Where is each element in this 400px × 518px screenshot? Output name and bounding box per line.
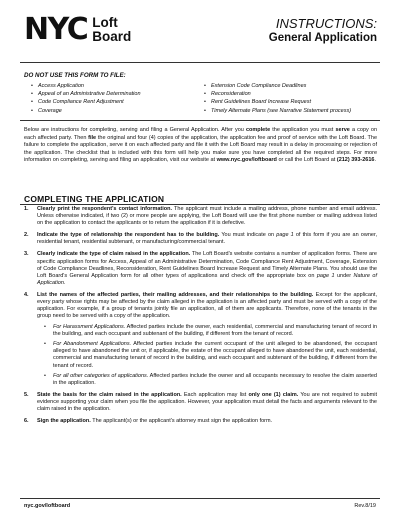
section-heading: COMPLETING THE APPLICATION	[24, 194, 165, 204]
step-5	[24, 392, 377, 413]
document-title	[269, 16, 377, 45]
list-item: • Access Application	[30, 82, 200, 90]
step-emphasis: only one (1) claim.	[248, 392, 299, 398]
list-item: • Reconsideration	[203, 90, 388, 98]
list-item: • Rent Guidelines Board Increase Request	[203, 98, 388, 106]
logo-line-2: Board	[92, 29, 132, 44]
intro-text: .	[374, 157, 377, 164]
step-number: 6.	[24, 418, 29, 425]
loft-board-wordmark	[92, 16, 131, 44]
intro-paragraph	[24, 127, 377, 165]
bullet-text: Affected parties include the current occupant of the unit alleged to be abandoned, the occupant alleged to have abandoned the unit or, if applicable, the estate of the occupant alleged to have abandoned the unit, each residential, commercial and manufacturing tenant of record in the building, and each occupant and subtenant of the building, if different from the tenant of record.	[53, 341, 377, 369]
step-number: 1.	[24, 206, 29, 212]
step-text: under	[334, 272, 354, 279]
header-divider	[20, 62, 380, 63]
do-not-use-heading: DO NOT USE THIS FORM TO FILE:	[24, 72, 126, 79]
affected-parties-list	[37, 324, 377, 388]
logo-line-1: Loft	[92, 15, 118, 30]
step-text: You must indicate on	[219, 232, 277, 239]
intro-text: a copy on each affected party. Then	[24, 127, 378, 141]
footer-website-link[interactable]: nyc.gov/loftboard	[24, 503, 71, 509]
step-text: Except for the applicant, every party whose rights may be affected by the claim alleged in the application is an affected party and must be served with a copy of the application. For example, if a group of tenants jointly file an application, all of them are applicants. Therefore, none of the tenants in the group need to be served with a copy of the application.	[37, 291, 377, 320]
step-number: 3.	[24, 251, 29, 258]
step-2	[24, 232, 377, 246]
list-item	[37, 341, 377, 370]
step-heading: Clearly indicate the type of claim raised in the application.	[37, 251, 191, 258]
phone-number: (212) 393-2616	[336, 157, 375, 164]
step-number: 4.	[24, 291, 29, 298]
website-link[interactable]: www.nyc.gov/loftboard	[216, 157, 277, 164]
list-item: • Coverage	[30, 107, 200, 115]
step-heading: Clearly print the respondent's contact information.	[37, 206, 173, 212]
intro-text: the original and four (4) copies of the application, the application fee and proof of service with the Loft Board. The failure to complete the application, serve it on each affected party and file it with the Loft Board may result in a delay in processing or rejection of the application. The checklist that is included with this form will help you make sure you have completed all the required steps. For more information on completing, serving and filing an application, visit our website at	[24, 134, 377, 164]
step-heading: List the names of the affected parties, their mailing addresses, and their relationships to the building.	[37, 291, 314, 298]
step-text: Each application may list	[181, 392, 249, 398]
step-heading: State the basis for the claim raised in the application.	[37, 392, 182, 398]
list-item: • Code Compliance Rent Adjustment	[30, 98, 200, 106]
nyc-loft-board-logo	[24, 12, 132, 47]
bullet-text: Affected parties include the owner, each residential, commercial and manufacturing tenant of record in the building, and each occupant and subtenant of the building, if different from the tenant of record.	[53, 323, 378, 337]
intro-emphasis: complete	[245, 127, 271, 133]
step-text: The applicant must include a mailing address, phone number and email address. Unless otherwise indicated, if two (2) or more people are applying, the Loft Board will use the first phone number or mailing address listed on the application to contact the applicants or to return the application if it is defective.	[37, 206, 377, 227]
intro-emphasis: serve	[335, 127, 350, 133]
step-4	[24, 292, 377, 387]
title-line-1: INSTRUCTIONS:	[275, 16, 377, 31]
step-1	[24, 206, 377, 227]
do-not-use-list-right	[203, 82, 388, 115]
step-emphasis: page 1	[316, 272, 335, 279]
step-6	[24, 418, 377, 425]
nyc-logo-mark: NYC	[24, 12, 88, 47]
step-number: 2.	[24, 232, 29, 239]
list-item	[37, 324, 377, 338]
step-text: .	[63, 280, 66, 286]
intro-emphasis: file	[88, 134, 97, 141]
footer-divider	[20, 498, 380, 499]
intro-divider	[20, 120, 380, 121]
list-item	[37, 373, 377, 387]
title-line-2: General Application	[268, 32, 377, 44]
bullet-heading: For all other categories of applications.	[53, 372, 149, 379]
intro-text: or call the Loft Board at	[276, 157, 337, 164]
bullet-heading: For Abandonment Applications.	[53, 341, 132, 348]
revision-date: Rev.8/19	[354, 503, 376, 509]
step-emphasis: page 1	[276, 232, 294, 239]
intro-text: the application you must	[270, 127, 336, 133]
step-3	[24, 251, 377, 287]
bullet-text: Affected parties include the owner and all occupants necessary to resolve the claim asserted in the application.	[53, 372, 377, 387]
section-divider	[20, 204, 380, 205]
list-item: • Appeal of an Administrative Determination	[30, 90, 200, 98]
steps-list	[24, 206, 377, 430]
step-heading: Indicate the type of relationship the respondent has to the building.	[37, 232, 220, 239]
step-heading: Sign the application.	[37, 418, 91, 425]
do-not-use-list-left	[30, 82, 200, 115]
step-text: of this form if you are an owner, residential tenant, residential subtenant, or manufacturing/commercial tenant.	[37, 232, 377, 246]
step-text: The applicant(s) or the applicant's attorney must sign the application form.	[90, 418, 273, 425]
step-text: You are not required to submit evidence supporting your claim when you file the application. However, your application must detail the facts and arguments relevant to the claim raised in the application.	[37, 392, 378, 413]
intro-text: Below are instructions for completing, serving and filing a General Application. After you	[24, 127, 246, 133]
list-item: • Timely Alternate Plans (see Narrative Statement process)	[203, 107, 388, 115]
step-emphasis: Nature of Application	[37, 272, 378, 286]
step-text: The Loft Board's website contains a number of application forms. There are specific application forms for Access, Appeal of an Administrative Determination, Code Compliance Rent Adjustment, Coverage, Extension of Code Compliance Deadlines, Reconsideration, Rent Guidelines Board Increase Request and Timely Alternate Plans. You should use the Loft Board's General Application form for all other types of applications and check off the appropriate box on	[37, 251, 377, 279]
list-item: • Extension Code Compliance Deadlines	[203, 82, 388, 90]
step-number: 5.	[24, 392, 29, 398]
bullet-heading: For Harassment Applications.	[53, 323, 126, 330]
